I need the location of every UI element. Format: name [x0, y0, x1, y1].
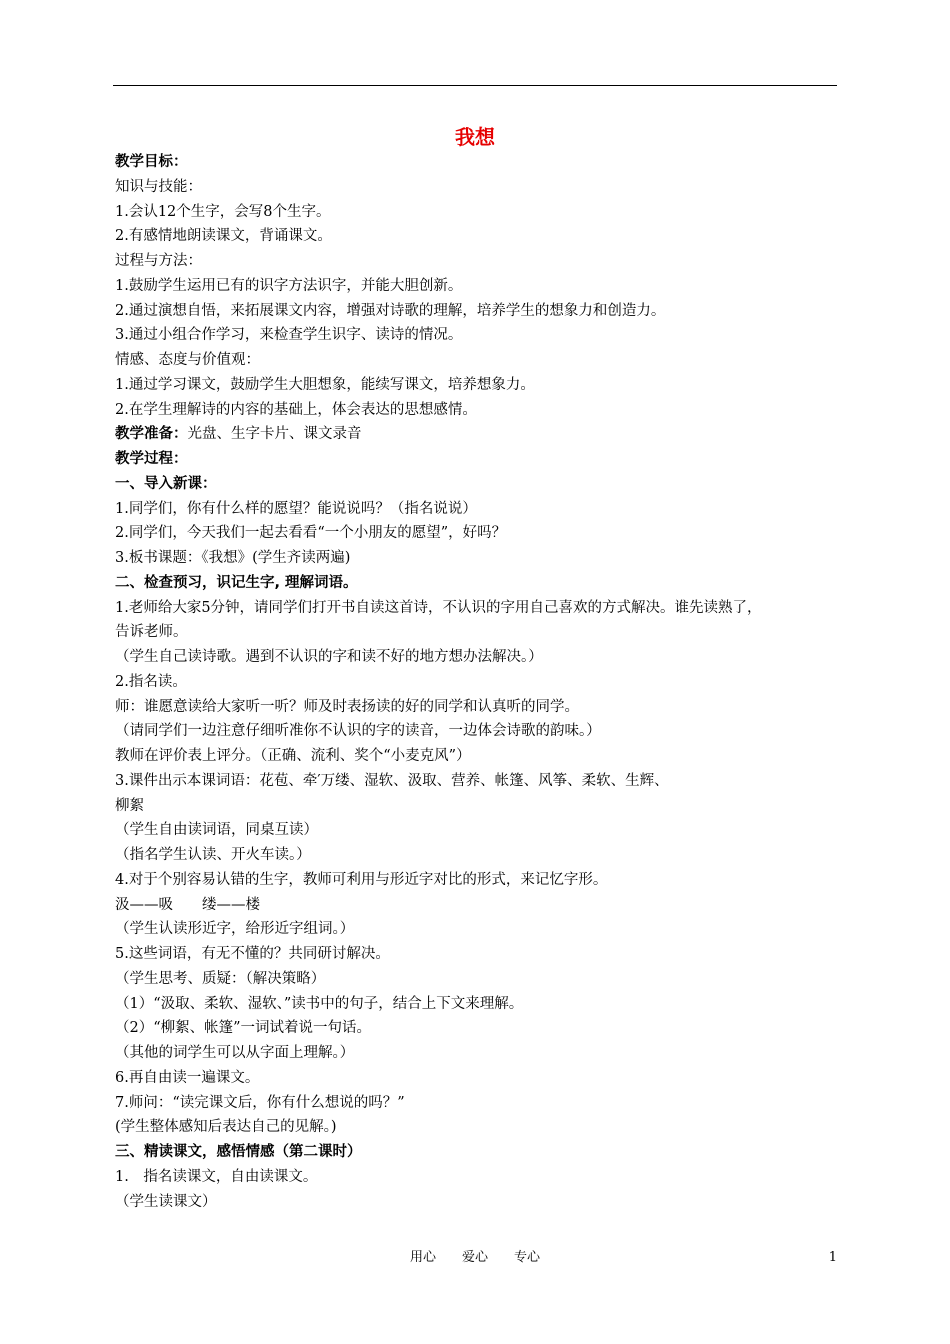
text-line: （学生认读形近字，给形近字组词。） — [115, 921, 355, 938]
text-line: 柳絮 — [115, 797, 144, 814]
document-body — [115, 150, 850, 1214]
text-line: （其他的词学生可以从字面上理解。） — [115, 1045, 355, 1061]
text-line: 5.这些词语，有无不懂的？共同研讨解决。 — [115, 946, 390, 962]
section-heading: 三、精读课文，感悟情感（第二课时） — [115, 1144, 362, 1160]
text-line: 2.在学生理解诗的内容的基础上，体会表达的思想感情。 — [115, 401, 477, 418]
document-title: 我想 — [455, 125, 495, 149]
text-line: 3.课件出示本课词语：花苞、牵′万缕、湿软、汲取、营养、帐篷、风筝、柔软、生辉、 — [115, 772, 669, 789]
text-line: 1.通过学习课文，鼓励学生大胆想象，能续写课文，培养想象力。 — [115, 376, 535, 393]
text-line: （请同学们一边注意仔细听准你不认识的字的读音，一边体会诗歌的韵味。） — [115, 723, 601, 740]
inline-text: 光盘、生字卡片、课文录音 — [187, 426, 362, 443]
text-line: 2.有感情地朗读课文，背诵课文。 — [115, 228, 332, 245]
text-line: （1）“汲取、柔软、湿软、”读书中的句子，结合上下文来理解。 — [115, 995, 524, 1012]
text-line: 汲——吸 缕——楼 — [115, 896, 260, 913]
text-line: 1. 指名读课文，自由读课文。 — [115, 1168, 318, 1185]
text-line: 教师在评价表上评分。（正确、流利、奖个“小麦克风”） — [115, 748, 471, 764]
text-line: （学生自由读词语，同桌互读） — [115, 822, 318, 839]
text-line: 告诉老师。 — [115, 624, 188, 641]
text-line: 1.同学们，你有什么样的愿望？能说说吗？（指名说说） — [115, 500, 477, 517]
text-line: (学生整体感知后表达自己的见解。) — [115, 1119, 337, 1136]
text-line: （指名学生认读、开火车读。） — [115, 847, 311, 863]
text-line: 过程与方法： — [115, 253, 202, 269]
text-line: 师：谁愿意读给大家听一听？师及时表扬读的好的同学和认真听的同学。 — [115, 698, 579, 715]
section-heading: 一、导入新课： — [115, 475, 217, 492]
section-heading: 教学目标： — [115, 154, 188, 170]
text-line: 4.对于个别容易认错的生字，教师可利用与形近字对比的形式，来记忆字形。 — [115, 871, 608, 888]
text-line: 3.通过小组合作学习，来检查学生识字、读诗的情况。 — [115, 327, 463, 344]
text-line: （学生自己读诗歌。遇到不认识的字和读不好的地方想办法解决。） — [115, 649, 543, 665]
text-line: 2.同学们，今天我们一起去看看“一个小朋友的愿望”，好吗？ — [115, 525, 507, 542]
text-line: （学生思考、质疑：（解决策略） — [115, 970, 326, 987]
text-line: 7.师问：“读完课文后，你有什么想说的吗？” — [115, 1094, 405, 1111]
section-heading: 教学过程： — [115, 451, 188, 467]
text-line: 1.鼓励学生运用已有的识字方法识字，并能大胆创新。 — [115, 277, 463, 294]
text-line: 知识与技能： — [115, 178, 202, 195]
section-heading: 二、检查预习，识记生字, 理解词语。 — [115, 574, 358, 591]
inline-heading: 教学准备： — [115, 426, 188, 443]
page-number: 1 — [828, 1250, 837, 1265]
text-line — [115, 422, 850, 447]
text-line: 3.板书课题：《我想》(学生齐读两遍) — [115, 550, 351, 566]
text-line: （2）“柳絮、帐篷”一词试着说一句话。 — [115, 1020, 372, 1037]
text-line: 情感、态度与价值观： — [115, 352, 260, 368]
text-line: （学生读课文） — [115, 1193, 217, 1210]
text-line: 2.通过演想自悟，来拓展课文内容，增强对诗歌的理解，培养学生的想象力和创造力。 — [115, 302, 666, 319]
text-line: 6.再自由读一遍课文。 — [115, 1069, 260, 1086]
text-line: 1.老师给大家5分钟，请同学们打开书自读这首诗，不认识的字用自己喜欢的方式解决。谁先读熟了， — [115, 599, 762, 616]
text-line: 1.会认12个生字，会写8个生字。 — [115, 203, 331, 220]
footer-motto: 用心 爱心 专心 — [409, 1250, 540, 1265]
header-rule — [113, 85, 837, 86]
text-line: 2.指名读。 — [115, 673, 187, 690]
